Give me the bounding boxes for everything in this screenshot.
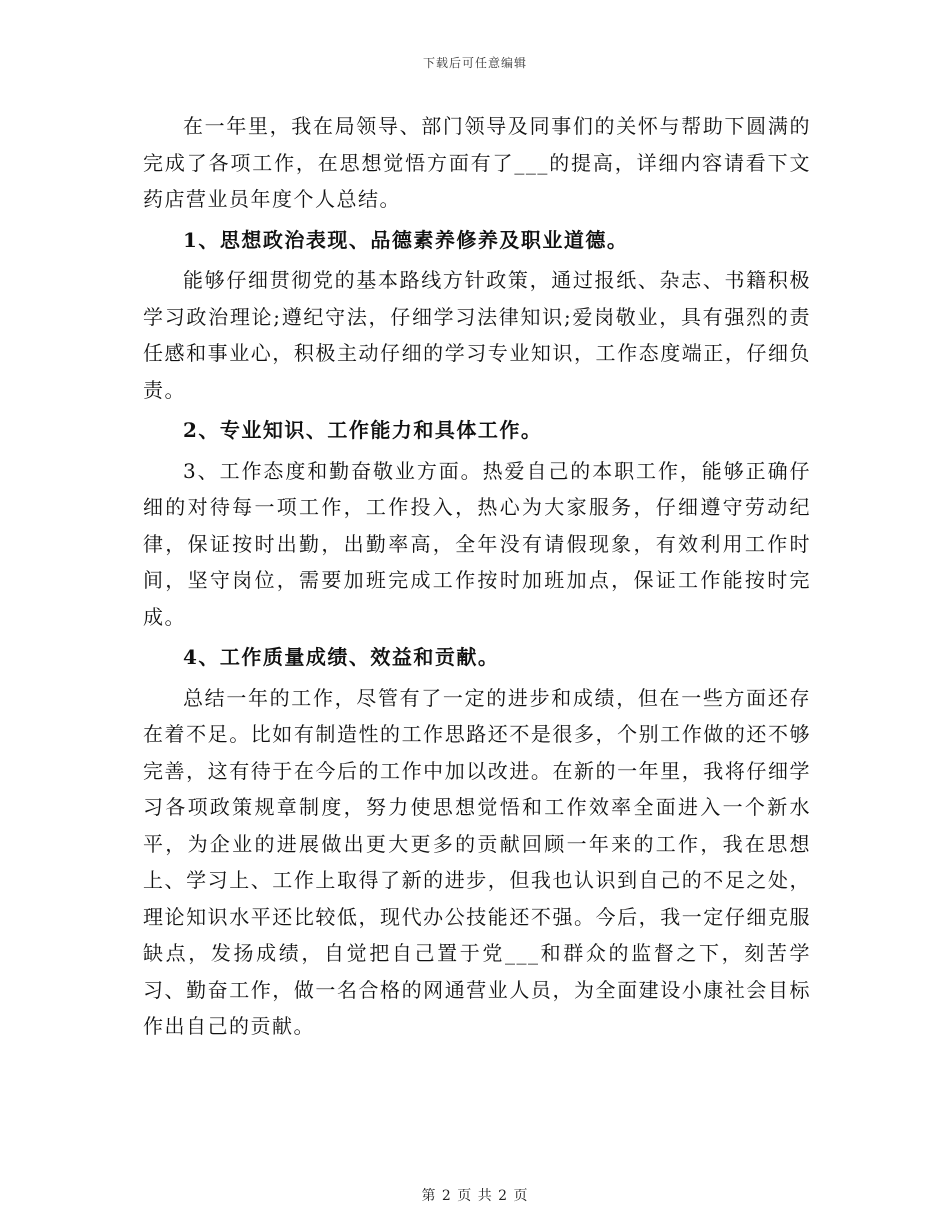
- page-footer: 第 2 页 共 2 页: [421, 1188, 529, 1204]
- section-3-paragraph: 3、工作态度和勤奋敬业方面。热爱自己的本职工作，能够正确仔细的对待每一项工作，工作投入，热心为大家服务，仔细遵守劳动纪律，保证按时出勤，出勤率高，全年没有请假现象，有效利用工作时间，坚守岗位，需要加班完成工作按时加班加点，保证工作能按时完成。: [143, 458, 811, 629]
- section-4-paragraph: 总结一年的工作，尽管有了一定的进步和成绩，但在一些方面还存在着不足。比如有制造性的工作思路还不是很多，个别工作做的还不够完善，这有待于在今后的工作中加以改进。在新的一年里，我将仔细学习各项政策规章制度，努力使思想觉悟和工作效率全面进入一个新水平，为企业的进展做出更大更多的贡献回顾一年来的工作，我在思想上、学习上、工作上取得了新的进步，但我也认识到自己的不足之处，理论知识水平还比较低，现代办公技能还不强。今后，我一定仔细克服缺点，发扬成绩，自觉把自己置于党___和群众的监督之下，刻苦学习、勤奋工作，做一名合格的网通营业人员，为全面建设小康社会目标作出自己的贡献。: [143, 685, 811, 1038]
- page-header: 下载后可任意编辑: [422, 56, 527, 70]
- section-heading-2: 2、专业知识、工作能力和具体工作。: [183, 418, 543, 442]
- section-1-paragraph: 能够仔细贯彻党的基本路线方针政策，通过报纸、杂志、书籍积极学习政治理论;遵纪守法，仔细学习法律知识;爱岗敬业，具有强烈的责任感和事业心，积极主动仔细的学习专业知识，工作态度端正，仔细负责。: [143, 268, 811, 402]
- section-heading-4: 4、工作质量成绩、效益和贡献。: [183, 645, 500, 669]
- intro-paragraph: 在一年里，我在局领导、部门领导及同事们的关怀与帮助下圆满的完成了各项工作，在思想觉悟方面有了___的提高，详细内容请看下文药店营业员年度个人总结。: [143, 114, 811, 211]
- document-body: [143, 108, 811, 1045]
- section-heading-1: 1、思想政治表现、品德素养修养及职业道德。: [183, 227, 629, 252]
